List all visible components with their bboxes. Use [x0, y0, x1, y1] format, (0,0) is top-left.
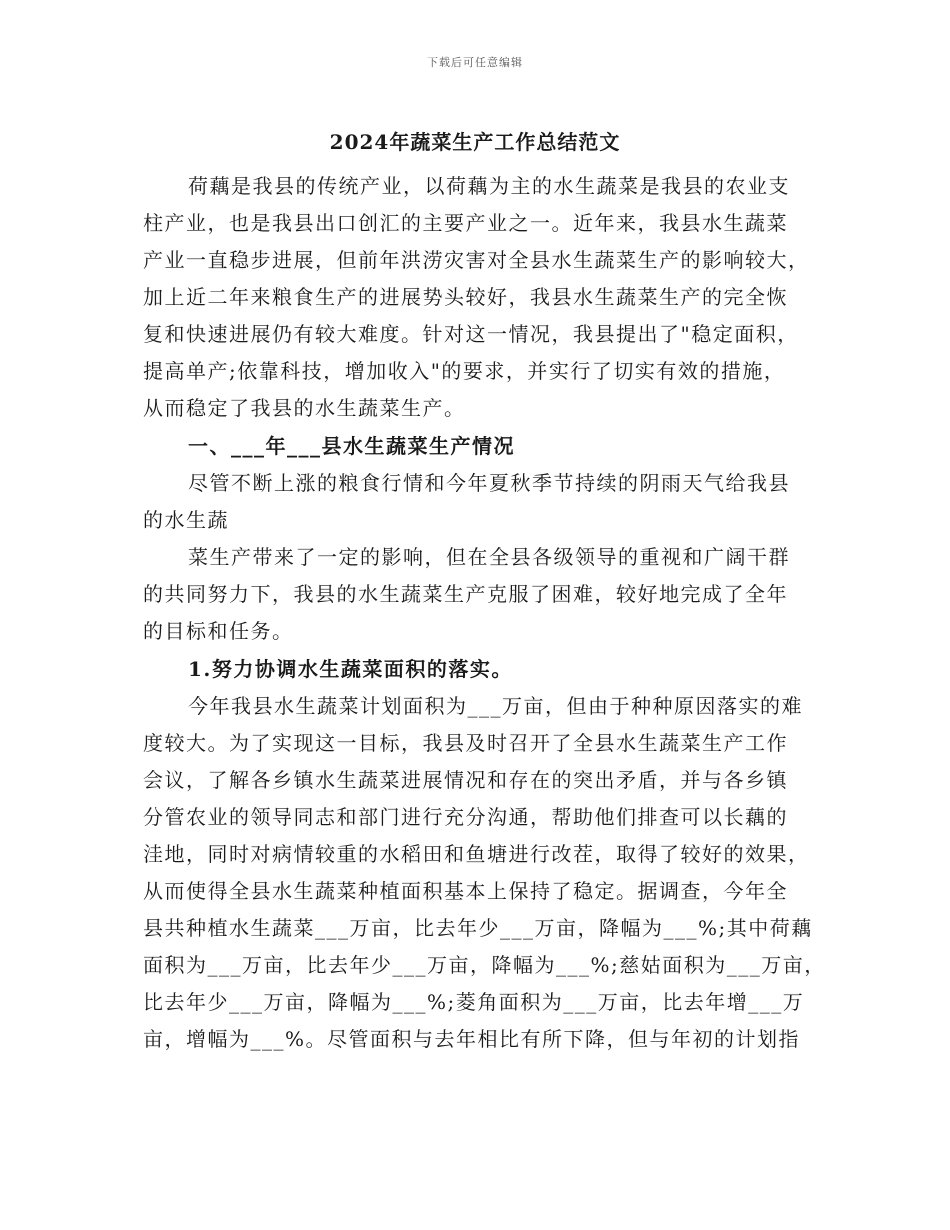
paragraph-line: 今年我县水生蔬菜计划面积为___万亩，但由于种种原因落实的难 — [188, 694, 803, 718]
paragraph-line: 尽管不断上涨的粮食行情和今年夏秋季节持续的阴雨天气给我县 — [188, 471, 790, 495]
paragraph-line: 会议，了解各乡镇水生蔬菜进展情况和存在的突出矛盾，并与各乡镇 — [143, 768, 788, 792]
paragraph-line: 度较大。为了实现这一目标，我县及时召开了全县水生蔬菜生产工作 — [143, 731, 788, 755]
paragraph-line: 比去年少___万亩，降幅为___%;菱角面积为___万亩，比去年增___万 — [143, 990, 805, 1014]
document-title: 2024年蔬菜生产工作总结范文 — [329, 130, 621, 154]
paragraph-line: 荷藕是我县的传统产业，以荷藕为主的水生蔬菜是我县的农业支 — [188, 174, 790, 198]
paragraph-line: 加上近二年来粮食生产的进展势头较好，我县水生蔬菜生产的完全恢 — [143, 285, 788, 309]
paragraph-line: 从而使得全县水生蔬菜种植面积基本上保持了稳定。据调查，今年全 — [143, 879, 788, 903]
paragraph-line: 从而稳定了我县的水生蔬菜生产。 — [143, 396, 466, 420]
paragraph-line: 分管农业的领导同志和部门进行充分沟通，帮助他们排查可以长藕的 — [143, 805, 788, 829]
paragraph-line: 亩，增幅为___%。尽管面积与去年相比有所下降，但与年初的计划指 — [143, 1027, 801, 1051]
paragraph-line: 产业一直稳步进展，但前年洪涝灾害对全县水生蔬菜生产的影响较大， — [143, 248, 810, 272]
paragraph-line: 提高单产;依靠科技，增加收入"的要求，并实行了切实有效的措施， — [143, 359, 786, 383]
paragraph-line: 面积为___万亩，比去年少___万亩，降幅为___%;慈姑面积为___万亩， — [143, 953, 826, 977]
paragraph-line: 的共同努力下，我县的水生蔬菜生产克服了困难，较好地完成了全年 — [143, 582, 788, 606]
paragraph-line: 柱产业，也是我县出口创汇的主要产业之一。近年来，我县水生蔬菜 — [143, 211, 788, 235]
subsection-heading: 1.努力协调水生蔬菜面积的落实。 — [188, 657, 513, 681]
paragraph-line: 的水生蔬 — [143, 508, 229, 532]
paragraph-line: 洼地，同时对病情较重的水稻田和鱼塘进行改茬，取得了较好的效果， — [143, 842, 810, 866]
paragraph-line: 县共种植水生蔬菜___万亩，比去年少___万亩，降幅为___%;其中荷藕 — [143, 916, 813, 940]
page-header-note: 下载后可任意编辑 — [427, 56, 523, 69]
paragraph-line: 复和快速进展仍有较大难度。针对这一情况，我县提出了"稳定面积， — [143, 322, 799, 346]
paragraph-line: 菜生产带来了一定的影响，但在全县各级领导的重视和广阔干群 — [188, 545, 790, 569]
paragraph-line: 的目标和任务。 — [143, 619, 294, 643]
section-heading: 一、___年___县水生蔬菜生产情况 — [188, 434, 515, 458]
